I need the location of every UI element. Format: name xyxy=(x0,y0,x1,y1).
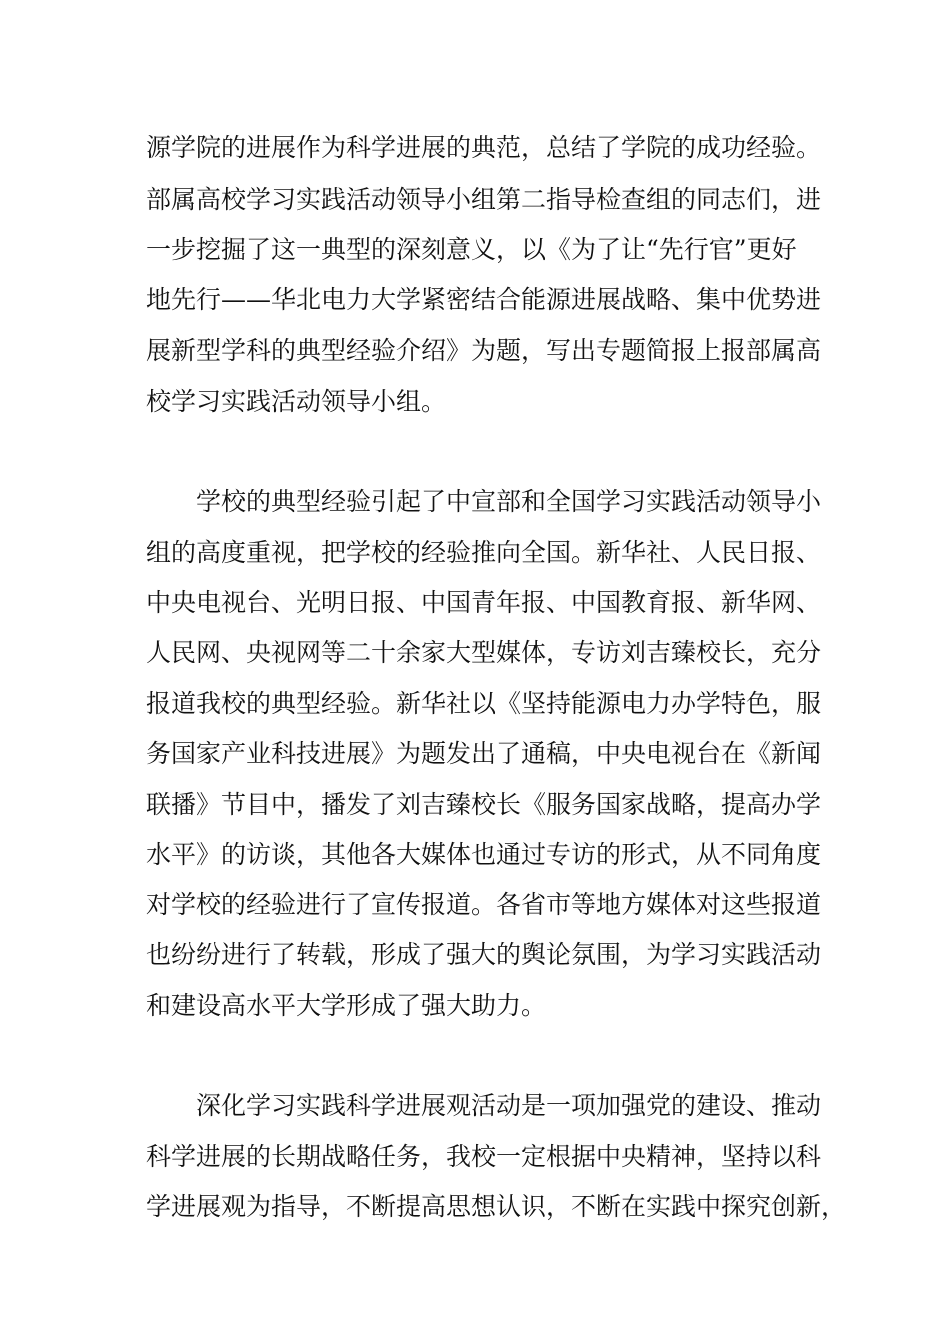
text-line: 展新型学科的典型经验介绍》为题，写出专题简报上报部属高 xyxy=(146,336,822,365)
text-line: 报道我校的典型经验。新华社以《坚持能源电力办学特色，服 xyxy=(146,689,822,718)
text-line: 联播》节目中，播发了刘吉臻校长《服务国家战略，提高办学 xyxy=(146,790,822,819)
text-line: 组的高度重视，把学校的经验推向全国。新华社、人民日报、 xyxy=(146,538,822,567)
text-line: 人民网、央视网等二十余家大型媒体，专访刘吉臻校长，充分 xyxy=(146,638,822,667)
text-line: 和建设高水平大学形成了强大助力。 xyxy=(146,991,547,1020)
text-line: 学校的典型经验引起了中宣部和全国学习实践活动领导小 xyxy=(196,487,822,516)
text-line: 中央电视台、光明日报、中国青年报、中国教育报、新华网、 xyxy=(146,588,822,617)
text-line: 地先行——华北电力大学紧密结合能源进展战略、集中优势进 xyxy=(146,285,822,314)
text-line: 对学校的经验进行了宣传报道。各省市等地方媒体对这些报道 xyxy=(146,890,822,919)
text-line: 也纷纷进行了转载，形成了强大的舆论氛围，为学习实践活动 xyxy=(146,940,822,969)
text-line: 校学习实践活动领导小组。 xyxy=(146,387,447,416)
text-line: 务国家产业科技进展》为题发出了通稿，中央电视台在《新闻 xyxy=(146,739,822,768)
text-line: 水平》的访谈，其他各大媒体也通过专访的形式，从不同角度 xyxy=(146,840,822,869)
text-line: 科学进展的长期战略任务，我校一定根据中央精神，坚持以科 xyxy=(146,1142,822,1171)
text-line: 深化学习实践科学进展观活动是一项加强党的建设、推动 xyxy=(196,1091,822,1120)
text-line: 源学院的进展作为科学进展的典范，总结了学院的成功经验。 xyxy=(146,133,822,162)
text-line: 学进展观为指导，不断提高思想认识，不断在实践中探究创新， xyxy=(146,1192,847,1221)
text-line: 一步挖掘了这一典型的深刻意义，以《为了让“先行官”更好 xyxy=(146,235,797,264)
text-line: 部属高校学习实践活动领导小组第二指导检查组的同志们，进 xyxy=(146,185,822,214)
